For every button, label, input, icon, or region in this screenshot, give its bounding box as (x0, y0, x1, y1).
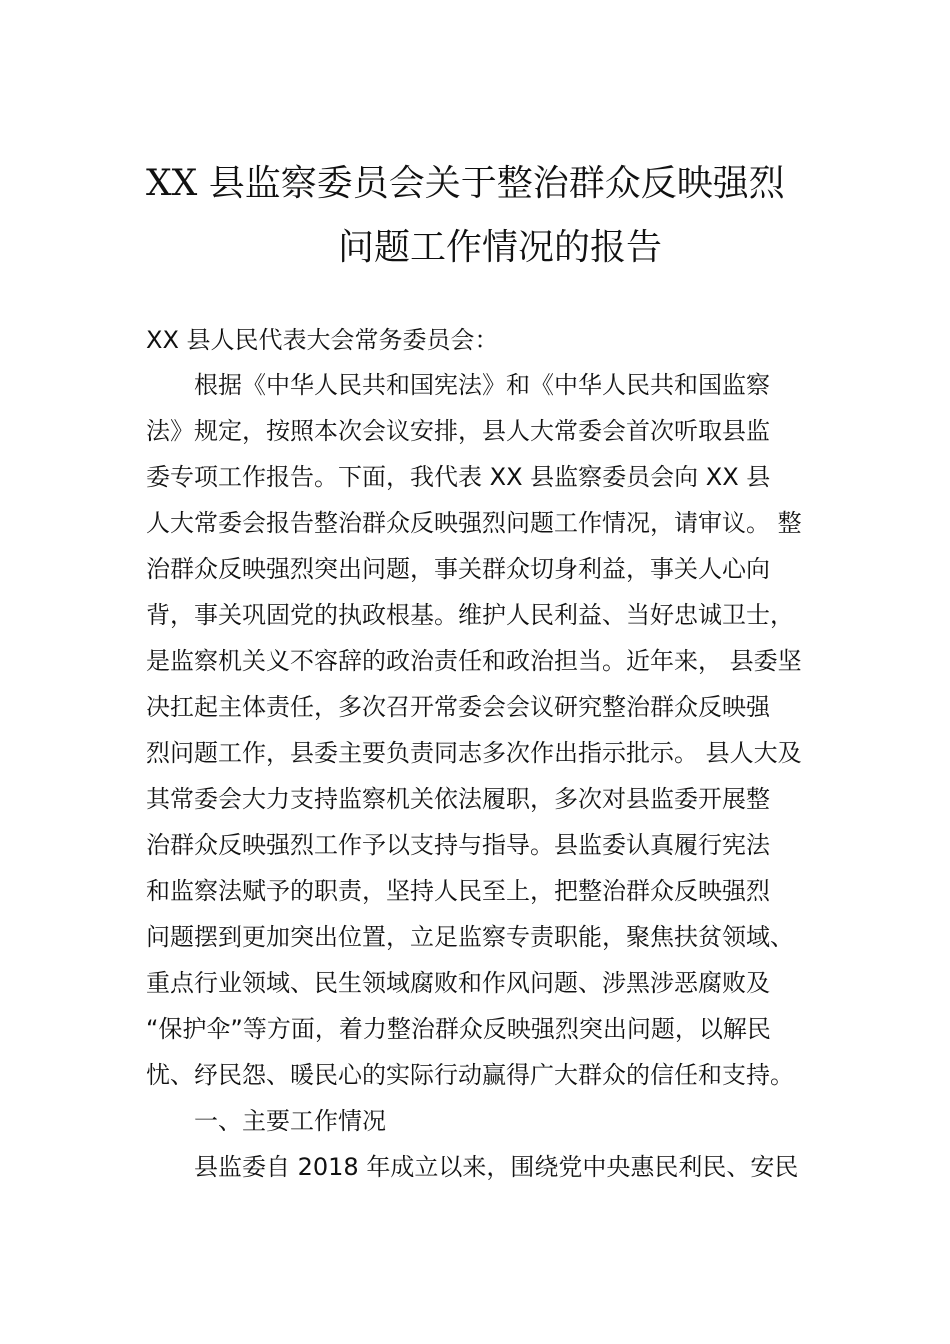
salutation: XX 县人民代表大会常务委员会： (146, 326, 499, 354)
paragraph-1-line: 烈问题工作，县委主要负责同志多次作出指示批示。 县人大及 (146, 739, 802, 767)
paragraph-1-line: 治群众反映强烈工作予以支持与指导。县监委认真履行宪法 (146, 831, 770, 859)
paragraph-1-line: 重点行业领域、民生领域腐败和作风问题、涉黑涉恶腐败及 (146, 969, 770, 997)
section-heading: 一、主要工作情况 (194, 1107, 386, 1135)
paragraph-1-line: 治群众反映强烈突出问题，事关群众切身利益，事关人心向 (146, 555, 770, 583)
report-title-line-1: XX 县监察委员会关于整治群众反映强烈 (146, 163, 785, 204)
paragraph-1-line: 委专项工作报告。下面，我代表 XX 县监察委员会向 XX 县 (146, 463, 771, 491)
paragraph-2-line: 县监委自 2018 年成立以来，围绕党中央惠民利民、安民 (194, 1153, 799, 1181)
paragraph-1-line: 忧、纾民怨、暖民心的实际行动赢得广大群众的信任和支持。 (146, 1061, 794, 1089)
paragraph-1-line: 和监察法赋予的职责，坚持人民至上，把整治群众反映强烈 (146, 877, 770, 905)
paragraph-1-line: 是监察机关义不容辞的政治责任和政治担当。近年来， 县委坚 (146, 647, 802, 675)
paragraph-1-line: 法》规定，按照本次会议安排，县人大常委会首次听取县监 (146, 417, 770, 445)
paragraph-1-line: 根据《中华人民共和国宪法》和《中华人民共和国监察 (194, 371, 770, 399)
paragraph-1-line: 决扛起主体责任，多次召开常委会会议研究整治群众反映强 (146, 693, 770, 721)
paragraph-1-line: “保护伞”等方面，着力整治群众反映强烈突出问题，以解民 (146, 1015, 771, 1043)
paragraph-1-line: 人大常委会报告整治群众反映强烈问题工作情况，请审议。 整 (146, 509, 802, 537)
report-title-line-2: 问题工作情况的报告 (338, 227, 663, 268)
paragraph-1-line: 背，事关巩固党的执政根基。维护人民利益、当好忠诚卫士， (146, 601, 794, 629)
paragraph-1 (146, 362, 846, 1098)
paragraph-1-line: 问题摆到更加突出位置，立足监察专责职能，聚焦扶贫领域、 (146, 923, 794, 951)
paragraph-1-line: 其常委会大力支持监察机关依法履职，多次对县监委开展整 (146, 785, 770, 813)
